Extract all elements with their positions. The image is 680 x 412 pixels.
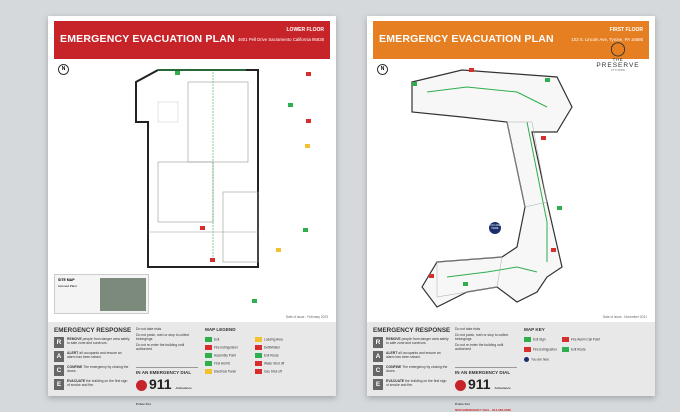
phone-icon <box>455 380 466 391</box>
site-map-caption: Acumed Plant <box>58 284 77 288</box>
assembly-point-icon <box>252 299 257 303</box>
compass-icon: N <box>377 64 388 75</box>
legend-item: Exit Sign <box>524 337 546 342</box>
fire-alarm-icon <box>551 248 556 252</box>
step-remove: R REMOVE people from danger area safely to safe zone and survivors. <box>373 337 453 350</box>
legend-item: Exit <box>205 337 219 342</box>
emergency-dial: IN AN EMERGENCY DIAL 911 Ambulance Police Fire <box>136 367 198 408</box>
compass-icon: N <box>58 64 69 75</box>
legend-item: You are here <box>524 357 549 362</box>
exit-icon <box>288 103 293 107</box>
issue-date: Date of issue - February 2023 <box>285 315 328 319</box>
step-confine: C CONFINE The emergency by closing the doors. <box>54 365 134 378</box>
step-remove: R REMOVE people from danger area safely to safe zone and survivors. <box>54 337 134 350</box>
fire-alarm-icon <box>469 68 474 72</box>
legend-item: Exit Route <box>562 347 586 352</box>
legend-item: Exit Route <box>255 353 279 358</box>
you-are-here-marker: YOU ARE HERE <box>489 222 501 234</box>
step-alert: A ALERT all occupants and ensure an alarm has been raised. <box>373 351 453 364</box>
address: 103 S. Lincoln Ave, Tyrone, PA 16686 <box>571 37 643 42</box>
legend-item: Loading Area <box>255 337 283 342</box>
legend-title: MAP LEGEND <box>205 327 236 332</box>
logo: ◯ THE PRESERVE AT TYRONE <box>593 40 643 72</box>
aerial-map-image <box>100 278 146 311</box>
plan-header <box>54 21 330 59</box>
fire-alarm-icon <box>429 274 434 278</box>
map-key <box>524 327 650 362</box>
legend-title: MAP KEY <box>524 327 545 332</box>
exit-icon <box>545 78 550 82</box>
warning-icon <box>276 248 281 252</box>
phone-icon <box>136 380 147 391</box>
emergency-number: 911 <box>468 376 491 392</box>
exit-icon <box>303 228 308 232</box>
legend-item: First Aid Kit <box>205 361 230 366</box>
logo-mark-icon: ◯ <box>610 40 626 56</box>
exit-icon <box>175 71 180 75</box>
emergency-number: 911 <box>149 376 172 392</box>
fire-extinguisher-icon <box>306 119 311 123</box>
evacuation-plan-lower-floor <box>48 16 336 406</box>
legend-item: Fire Extinguisher <box>524 347 557 352</box>
evacuation-plan-first-floor <box>367 16 655 412</box>
legend-item: Water Shut off <box>255 361 284 366</box>
site-map <box>54 274 149 314</box>
issue-date: Date of issue - November 2021 <box>602 315 647 319</box>
floor-label: FIRST FLOOR <box>609 27 643 33</box>
safety-notes: Do not take risks Do not panic, rush or stop to collect belongings Do not re-enter the building until authorized <box>136 327 190 351</box>
floor-plan <box>128 62 278 277</box>
fire-extinguisher-icon <box>200 226 205 230</box>
exit-icon <box>463 282 468 286</box>
info-panel <box>48 322 336 406</box>
plan-title: EMERGENCY EVACUATION PLAN <box>379 33 554 45</box>
plan-title: EMERGENCY EVACUATION PLAN <box>60 33 235 45</box>
response-title: EMERGENCY RESPONSE <box>373 327 451 334</box>
emergency-dial: IN AN EMERGENCY DIAL 911 Ambulance Police Fire NON EMERGENCY DIAL - 814-684-0060 <box>455 367 517 412</box>
legend-item: Electrical Panel <box>205 369 236 374</box>
legend-item: Gas Shut off <box>255 369 282 374</box>
exit-icon <box>412 82 417 86</box>
info-panel <box>367 322 655 412</box>
floor-label: LOWER FLOOR <box>286 27 324 33</box>
fire-extinguisher-icon <box>306 72 311 76</box>
legend-item: Fire Extinguisher <box>205 345 238 350</box>
emergency-response <box>54 327 134 393</box>
map-legend <box>205 327 331 374</box>
address: 4601 Pell Drive Sacramento California 95838 <box>238 37 324 42</box>
site-map-title: SITE MAP <box>58 278 75 282</box>
emergency-response <box>373 327 453 393</box>
legend-item: Defibrillator <box>255 345 280 350</box>
fire-extinguisher-icon <box>210 258 215 262</box>
exit-icon <box>557 206 562 210</box>
step-alert: A ALERT all occupants and ensure an alarm has been raised. <box>54 351 134 364</box>
legend-item: Assembly Point <box>205 353 236 358</box>
non-emergency-number: NON EMERGENCY DIAL - 814-684-0060 <box>455 408 511 412</box>
response-title: EMERGENCY RESPONSE <box>54 327 132 334</box>
floor-plan <box>407 62 587 312</box>
legend-item: Fire Alarm Call Point <box>562 337 600 342</box>
fire-alarm-icon <box>541 136 546 140</box>
step-evacuate: E EVACUATE the building on the first sign of smoke and fire. <box>54 379 134 392</box>
step-evacuate: E EVACUATE the building on the first sign of smoke and fire. <box>373 379 453 392</box>
safety-notes: Do not take risks Do not panic, rush or stop to collect belongings Do not re-enter the building until authorized <box>455 327 509 351</box>
warning-icon <box>305 144 310 148</box>
step-confine: C CONFINE The emergency by closing the doors. <box>373 365 453 378</box>
